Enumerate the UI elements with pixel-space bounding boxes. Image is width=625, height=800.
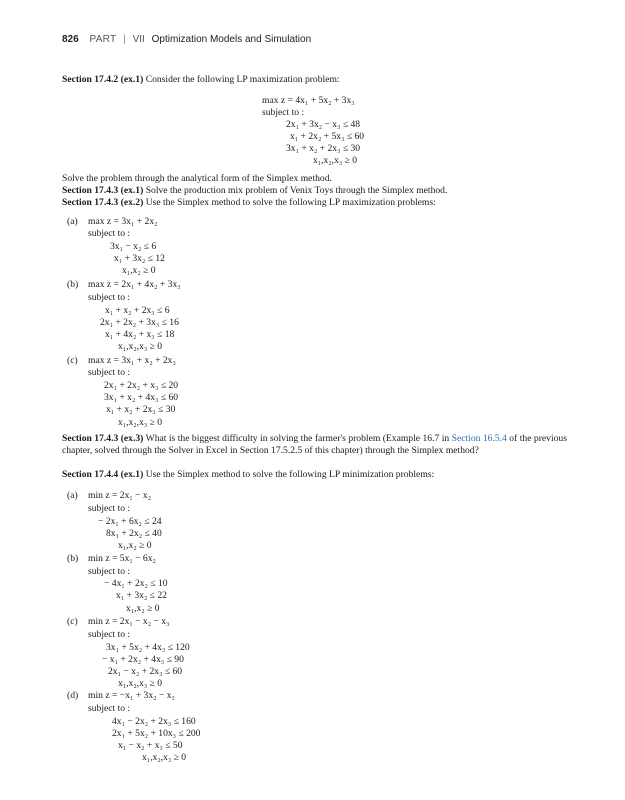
subject-to-label: subject to : [88,367,131,378]
objective-function: max z = 4x₁ + 5x₂ + 3x₃ [262,95,355,106]
problem-label: (d) [67,690,79,701]
problem-label: (c) [67,616,78,627]
section-link[interactable]: Section 16.5.4 [451,433,507,444]
constraint: − 2x₁ + 6x₂ ≤ 24 [98,516,162,527]
constraint: 2x₁ + 3x₂ − x₃ ≤ 48 [286,119,361,130]
page-number: 826 [62,34,79,45]
part-label: PART [89,34,117,45]
constraint: 3x₁ + x₂ + 4x₃ ≤ 60 [104,392,179,403]
nonnegativity-constraint: x₁,x₂ ≥ 0 [118,540,152,551]
exercise-text: Use the Simplex method to solve the following LP minimization problems: [145,469,435,480]
subject-to-label: subject to : [88,228,131,239]
constraint: x₁ + x₂ + 2x₃ ≤ 30 [106,404,176,415]
exercise-text: Use the Simplex method to solve the following LP maximization problems: [145,197,436,208]
problem-label: (b) [67,553,79,564]
constraint: x₁ − x₂ + x₃ ≤ 50 [118,740,183,751]
header-divider: | [123,34,126,45]
subject-to-label: subject to : [88,703,131,714]
constraint: x₁ + 3x₂ ≤ 12 [114,253,165,264]
nonnegativity-constraint: x₁,x₂ ≥ 0 [126,603,160,614]
problem-label: (b) [67,279,79,290]
subject-to-label: subject to : [88,629,131,640]
constraint: 2x₁ + 2x₂ + x₃ ≤ 20 [104,380,179,391]
nonnegativity-constraint: x₁,x₂,x₃ ≥ 0 [118,417,163,428]
objective-function: min z = −x₁ + 3x₂ − x₃ [88,690,175,701]
objective-function: max z = 3x₁ + 2x₂ [88,216,158,227]
section-ref: Section 17.4.2 (ex.1) [62,74,144,85]
running-header [62,34,311,45]
subject-to-label: subject to : [262,107,305,118]
objective-function: min z = 5x₁ − 6x₂ [88,553,156,564]
section-ref: Section 17.4.3 (ex.3) [62,433,144,444]
exercise-text: Solve the production mix problem of Venix Toys through the Simplex method. [145,185,448,196]
constraint: 3x₁ − x₂ ≤ 6 [110,241,157,252]
constraint: x₁ + 4x₂ + x₃ ≤ 18 [105,329,175,340]
exercise-text: Consider the following LP maximization problem: [145,74,340,85]
exercise-17-4-3-2 [62,197,567,209]
part-number: VII [132,34,145,45]
constraint: 8x₁ + 2x₂ ≤ 40 [106,528,162,539]
constraint: 4x₁ − 2x₂ + 2x₃ ≤ 160 [112,716,196,727]
exercise-17-4-4-1 [62,469,567,481]
constraint: − 4x₁ + 2x₂ ≤ 10 [104,578,168,589]
part-title: Optimization Models and Simulation [151,34,312,45]
constraint: x₁ + 2x₂ + 5x₃ ≤ 60 [290,131,365,142]
section-ref: Section 17.4.4 (ex.1) [62,469,144,480]
exercise-text: of the previous chapter, solved through the Solver in Excel in Section 17.5.2.5 of this chapter) through the Simplex method? [62,433,567,456]
section-ref: Section 17.4.3 (ex.1) [62,185,144,196]
constraint: 3x₁ + x₂ + 2x₃ ≤ 30 [286,143,361,154]
objective-function: max z = 3x₁ + x₂ + 2x₃ [88,355,176,366]
constraint: 2x₁ + 2x₂ + 3x₃ ≤ 16 [100,317,179,328]
nonnegativity-constraint: x₁,x₂,x₃ ≥ 0 [142,752,187,763]
constraint: − x₁ + 2x₂ + 4x₃ ≤ 90 [102,654,184,665]
exercise-17-4-2-closing: Solve the problem through the analytical form of the Simplex method. [62,173,332,184]
constraint: 2x₁ − x₂ + 2x₃ ≤ 60 [108,666,183,677]
constraint: 3x₁ + 5x₂ + 4x₃ ≤ 120 [106,642,190,653]
subject-to-label: subject to : [88,503,131,514]
nonnegativity-constraint: x₁,x₂ ≥ 0 [122,265,156,276]
objective-function: min z = 2x₁ − x₂ − x₃ [88,616,170,627]
problem-label: (a) [67,490,78,501]
subject-to-label: subject to : [88,566,131,577]
section-ref: Section 17.4.3 (ex.2) [62,197,144,208]
exercise-17-4-3-1 [62,185,567,197]
nonnegativity-constraint: x₁,x₂,x₃ ≥ 0 [313,155,358,166]
objective-function: max z = 2x₁ + 4x₂ + 3x₃ [88,279,181,290]
problem-label: (a) [67,216,78,227]
constraint: x₁ + 3x₂ ≤ 22 [116,590,167,601]
constraint: x₁ + x₂ + 2x₃ ≤ 6 [105,305,170,316]
problem-label: (c) [67,355,78,366]
subject-to-label: subject to : [88,292,131,303]
objective-function: min z = 2x₁ − x₂ [88,490,152,501]
exercise-text: What is the biggest difficulty in solving the farmer's problem (Example 16.7 in [145,433,452,444]
exercise-17-4-2-intro [62,74,567,86]
nonnegativity-constraint: x₁,x₂,x₃ ≥ 0 [118,678,163,689]
constraint: 2x₁ + 5x₂ + 10x₃ ≤ 200 [112,728,201,739]
exercise-17-4-3-3 [62,433,567,456]
nonnegativity-constraint: x₁,x₂,x₃ ≥ 0 [118,341,163,352]
